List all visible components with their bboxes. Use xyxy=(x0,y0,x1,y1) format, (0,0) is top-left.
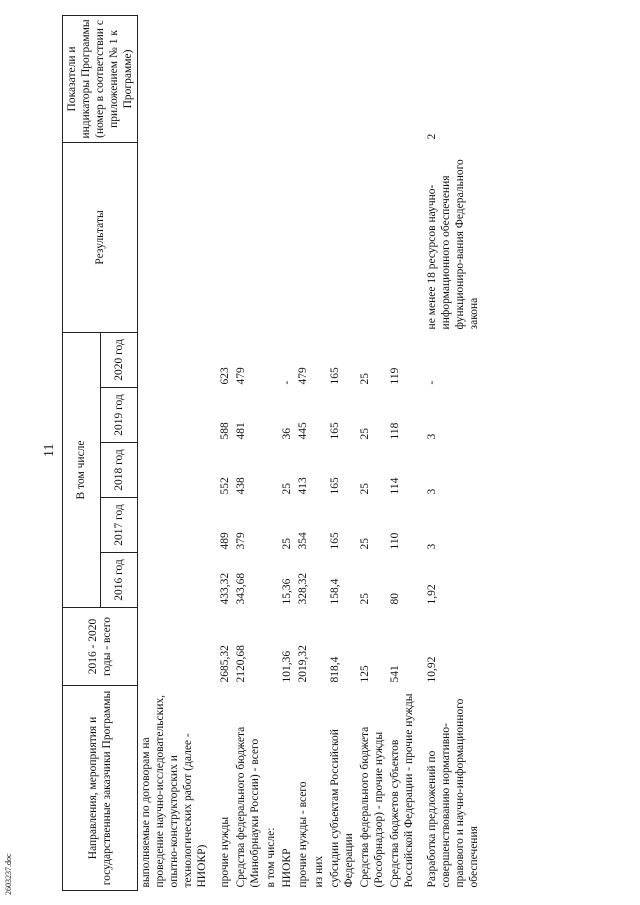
row-year-cell: 36 xyxy=(281,428,294,440)
row-indicator-cell xyxy=(138,15,211,142)
row-year-cell xyxy=(138,332,211,387)
row-result-cell xyxy=(327,142,357,332)
row-year-cell: 438 xyxy=(235,477,248,495)
row-result-cell xyxy=(311,142,327,332)
header-year-2017: 2017 год xyxy=(100,498,138,553)
row-year-cell: 1,92 xyxy=(426,584,439,605)
row-result-cell xyxy=(357,142,387,332)
row-year-cell: 481 xyxy=(235,422,248,440)
row-name-cell: прочие нужды - всего xyxy=(297,781,310,888)
row-year-cell: 25 xyxy=(359,483,372,495)
table-row xyxy=(138,15,211,890)
row-total-cell: 2120,68 xyxy=(235,645,248,683)
row-result-cell xyxy=(138,142,211,332)
row-name-cell: НИОКР xyxy=(281,848,294,888)
row-year-cell: 479 xyxy=(235,367,248,385)
row-total-cell: 125 xyxy=(359,665,372,683)
row-total-cell: 2019,32 xyxy=(297,645,310,683)
row-year-cell: 110 xyxy=(389,532,402,550)
header-year-2016: 2016 год xyxy=(100,553,138,608)
row-total-cell xyxy=(263,608,279,686)
row-year-cell xyxy=(311,498,327,553)
header-year-2019: 2019 год xyxy=(100,388,138,443)
row-year-cell xyxy=(263,332,279,387)
table-row xyxy=(327,15,357,890)
table-row xyxy=(210,15,233,890)
row-year-cell: 445 xyxy=(297,422,310,440)
row-year-cell xyxy=(311,443,327,498)
row-indicator-cell xyxy=(263,15,279,142)
row-year-cell: 165 xyxy=(329,367,342,385)
row-result-cell xyxy=(263,142,279,332)
header-group: В том числе xyxy=(63,332,101,607)
row-year-cell xyxy=(138,388,211,443)
row-year-cell: 118 xyxy=(389,422,402,440)
row-year-cell: 25 xyxy=(359,373,372,385)
row-year-cell: 80 xyxy=(389,593,402,605)
row-year-cell xyxy=(138,553,211,608)
table-row xyxy=(387,15,417,890)
row-year-cell: 328,32 xyxy=(297,572,310,605)
row-total-cell: 2685,32 xyxy=(219,645,232,683)
row-name-cell: выполняемые по договорам на проведение научно-исследовательских, опытно-конструкторских и технологических работ (далее - НИОКР) xyxy=(140,695,209,888)
row-name-cell: субсидии субъектам Российской Федерации xyxy=(329,729,356,888)
row-year-cell: 114 xyxy=(389,477,402,495)
row-total-cell: 101,36 xyxy=(281,650,294,683)
row-year-cell: 165 xyxy=(329,422,342,440)
row-year-cell xyxy=(263,553,279,608)
row-indicator-cell: 2 xyxy=(426,133,439,140)
row-year-cell: 25 xyxy=(359,428,372,440)
row-result-cell xyxy=(279,142,295,332)
table-body xyxy=(138,15,483,890)
row-name-cell: Средства федерального бюджета (Минобрнауки России) - всего xyxy=(235,726,262,888)
row-indicator-cell xyxy=(311,15,327,142)
header-directions: Направления, мероприятия и государственные заказчики Программы xyxy=(63,686,138,891)
header-total: 2016 - 2020 годы - всего xyxy=(63,608,138,686)
row-total-cell: 10,92 xyxy=(426,656,439,683)
row-year-cell: 552 xyxy=(219,477,232,495)
table-row xyxy=(311,15,327,890)
row-year-cell: - xyxy=(426,380,439,385)
row-result-cell: не менее 18 ресурсов научно-информационного обеспечения функциониро-вания Федерального закона xyxy=(426,159,481,330)
table-row xyxy=(279,15,295,890)
row-indicator-cell xyxy=(295,15,311,142)
header-results: Результаты xyxy=(63,142,138,332)
row-indicator-cell xyxy=(357,15,387,142)
row-year-cell: 25 xyxy=(359,593,372,605)
table-row xyxy=(263,15,279,890)
row-indicator-cell xyxy=(233,15,263,142)
row-result-cell xyxy=(295,142,311,332)
row-year-cell xyxy=(263,388,279,443)
row-result-cell xyxy=(387,142,417,332)
row-name-cell: прочие нужды xyxy=(219,816,232,888)
row-year-cell: 3 xyxy=(426,488,439,495)
row-indicator-cell xyxy=(279,15,295,142)
row-year-cell: 379 xyxy=(235,532,248,550)
table-row xyxy=(417,15,482,890)
row-year-cell: 119 xyxy=(389,367,402,385)
row-year-cell: 3 xyxy=(426,433,439,440)
row-year-cell: 433,32 xyxy=(219,572,232,605)
header-year-2018: 2018 год xyxy=(100,443,138,498)
row-name-cell: Средства бюджетов субъектов Российской Федерации - прочие нужды xyxy=(389,693,416,888)
row-year-cell: 158,4 xyxy=(329,578,342,605)
row-name-cell: Разработка предложений по совершенствованию нормативно-правового и научно-информационного обеспечения xyxy=(426,698,481,888)
row-year-cell xyxy=(311,332,327,387)
document-reference: 2603237.doc xyxy=(4,853,13,895)
row-year-cell xyxy=(138,498,211,553)
row-indicator-cell xyxy=(327,15,357,142)
row-result-cell xyxy=(233,142,263,332)
row-total-cell xyxy=(138,608,211,686)
row-year-cell xyxy=(311,388,327,443)
header-indicators: Показатели и индикаторы Программы (номер в соответствии с приложением № 1 к Программе) xyxy=(63,15,138,142)
row-year-cell: 479 xyxy=(297,367,310,385)
row-year-cell: 165 xyxy=(329,532,342,550)
row-year-cell: 623 xyxy=(219,367,232,385)
row-year-cell: 25 xyxy=(359,538,372,550)
row-total-cell xyxy=(311,608,327,686)
table-row xyxy=(233,15,263,890)
row-year-cell xyxy=(311,553,327,608)
row-year-cell: 354 xyxy=(297,532,310,550)
row-name-cell: из них xyxy=(313,855,326,888)
row-year-cell: - xyxy=(281,380,294,385)
row-year-cell: 15,36 xyxy=(281,578,294,605)
row-year-cell xyxy=(138,443,211,498)
header-year-2020: 2020 год xyxy=(100,332,138,387)
row-name-cell: в том числе: xyxy=(265,827,278,888)
row-year-cell: 3 xyxy=(426,543,439,550)
page-number: 11 xyxy=(42,443,57,457)
row-name-cell: Средства федерального бюджета (Рособрнадзор) - прочие нужды xyxy=(359,726,386,888)
row-result-cell xyxy=(210,142,233,332)
table-row xyxy=(295,15,311,890)
row-indicator-cell xyxy=(210,15,233,142)
row-year-cell: 165 xyxy=(329,477,342,495)
row-year-cell: 588 xyxy=(219,422,232,440)
row-total-cell: 818,4 xyxy=(329,656,342,683)
program-funding-table xyxy=(62,15,482,891)
row-year-cell: 343,68 xyxy=(235,572,248,605)
row-year-cell: 25 xyxy=(281,538,294,550)
row-year-cell: 489 xyxy=(219,532,232,550)
row-year-cell: 25 xyxy=(281,483,294,495)
row-indicator-cell xyxy=(387,15,417,142)
row-year-cell xyxy=(263,498,279,553)
row-total-cell: 541 xyxy=(389,665,402,683)
row-year-cell: 413 xyxy=(297,477,310,495)
row-year-cell xyxy=(263,443,279,498)
table-row xyxy=(357,15,387,890)
